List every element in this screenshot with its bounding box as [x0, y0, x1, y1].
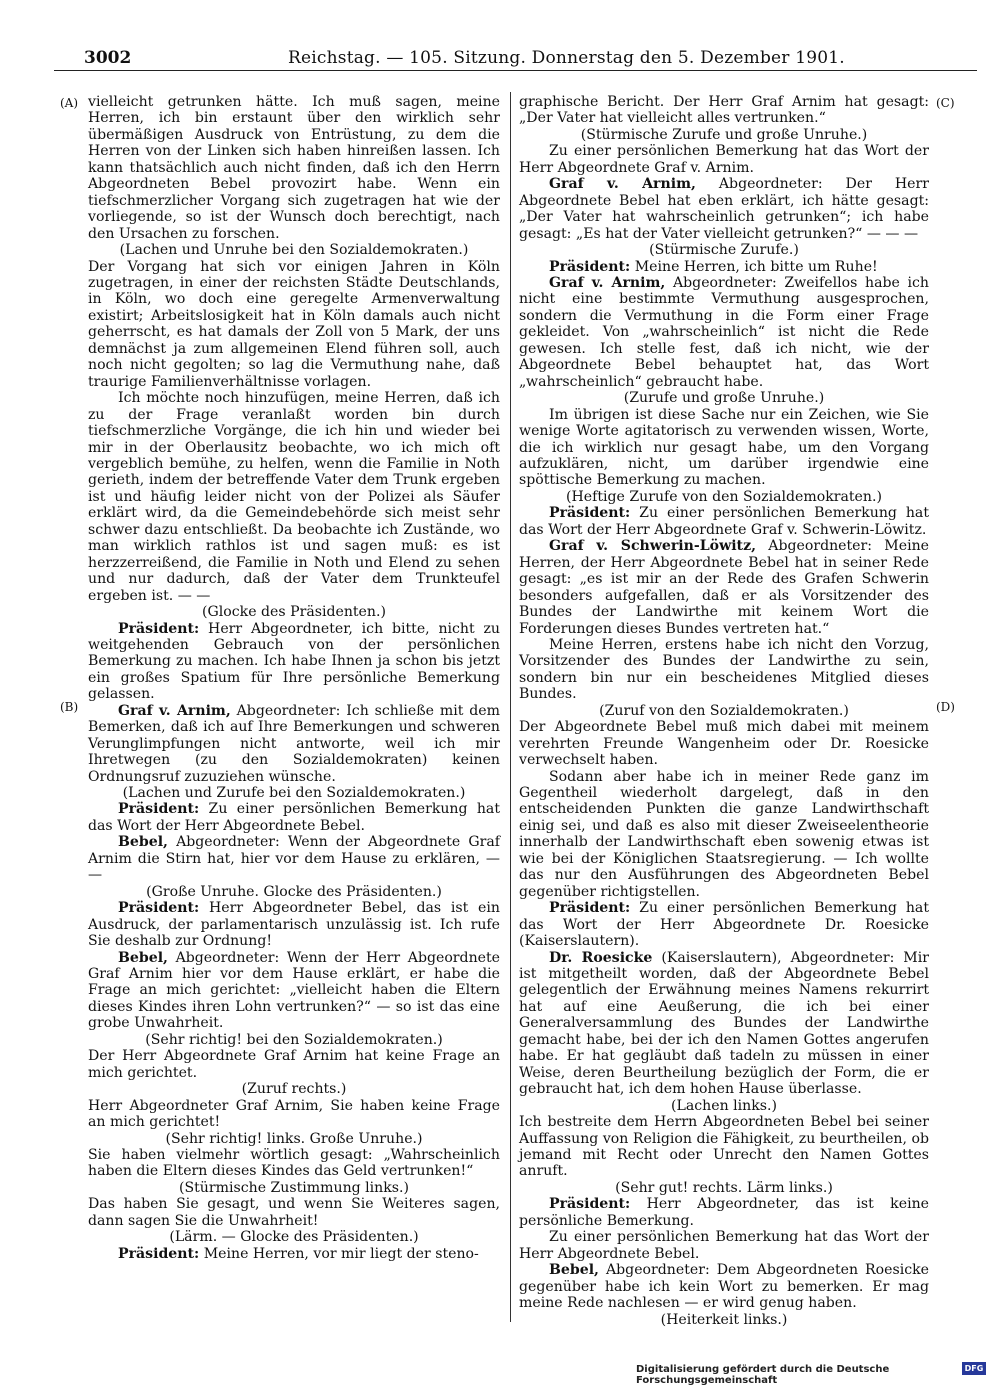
paragraph-text: Abgeordneter: Wenn der Abgeordnete Graf Arnim die Stirn hat, hier vor dem Hause zu erklären, — —	[88, 834, 500, 884]
speaker-name: Graf v. Schwerin-Löwitz,	[549, 538, 756, 555]
paragraph-text: Abgeordneter: Meine Herren, der Herr Abgeordnete Bebel hat in seiner Rede gesagt: „es ist mir an der Rede des Grafen Schwerin besonders aufgefallen, daß er als Vorsitzender des Bundes der Landwirthe mit keinem Wort die Forderungen dieses Bundes vertreten hat.“	[519, 538, 929, 637]
speaker-name: Bebel,	[118, 949, 168, 966]
paragraph	[519, 94, 929, 127]
paragraph-text: Der Abgeordnete Bebel muß mich dabei mit meinem verehrten Freunde Wangenheim oder Dr. Roesicke verwechselt haben.	[519, 719, 929, 769]
paragraph-text: (Zuruf rechts.)	[241, 1081, 347, 1098]
paragraph	[88, 801, 500, 834]
paragraph-text: Herr Abgeordneter, das ist keine persönliche Bemerkung.	[519, 1196, 929, 1229]
paragraph-text: Sodann aber habe ich in meiner Rede ganz im Gegentheil wiederholt dargelegt, daß in den entscheidenden Punkten die ganze Landwirthschaft einig sei, und daß es also mit dieser Zweiseelentheorie innerhalb der Landwirthschaft eben sowenig etwas ist wie bei der Königlichen Staatsregierung. — Ich wollte das nur den Ausführungen des Abgeordneten Bebel gegenüber richtigstellen.	[519, 768, 929, 900]
paragraph-text: Abgeordneter: Dem Abgeordneten Roesicke gegenüber habe ich kein Wort zu bemerken. Er mag meine Rede nachlesen — er wird genug haben.	[519, 1262, 929, 1312]
speaker-name: Präsident:	[118, 900, 200, 917]
paragraph	[88, 1048, 500, 1081]
paragraph-text: (Zuruf von den Sozialdemokraten.)	[599, 702, 849, 719]
speaker-name: Präsident:	[549, 258, 631, 275]
paragraph-text: Herr Abgeordneter Graf Arnim, Sie haben keine Frage an mich gerichtet!	[88, 1097, 500, 1131]
dfg-logo: DFG	[962, 1362, 986, 1375]
running-title: Reichstag. — 105. Sitzung. Donnerstag den 5. Dezember 1901.	[288, 48, 845, 68]
margin-mark-a: (A)	[60, 96, 79, 110]
paragraph-text: Zu einer persönlichen Bemerkung hat das Wort der Herr Abgeordnete Dr. Roesicke (Kaiserslautern).	[519, 900, 929, 950]
paragraph	[519, 259, 929, 275]
speaker-name: Präsident:	[549, 505, 631, 522]
paragraph-text: Ich möchte noch hinzufügen, meine Herren, daß ich zu der Frage veranlaßt worden bin durch tiefschmerzliche Vorgänge, die ich hin und wieder bei mir in der Oberlausitz beobachte, wo ich mich oft vergeblich bemühe, zu helfen, wenn die Familie in Noth gerieth, indem der betreffende Vater dem Trunk ergeben ist und häufig leider nicht von der Polizei als Säufer erklärt wird, da die Gemeindebehörde sich meist sehr schwer dazu entschließt. Da beobachte ich Zustände, wo man wirklich rathlos ist und sagen muß: es ist herzzerreißend, die Familie in Noth und Elend zu sehen und nur dadurch, daß der Vater dem Trunkteufel ergeben ist. — —	[88, 390, 500, 604]
paragraph	[519, 1229, 929, 1262]
paragraph-text: (Sehr richtig! links. Große Unruhe.)	[165, 1130, 423, 1147]
paragraph-text: Herr Abgeordneter, ich bitte, nicht zu weitgehenden Gebrauch von der persönlichen Bemerkung zu machen. Ich habe Ihnen ja schon bis jetzt ein großes Spatium für Ihre persönliche Bemerkung gelassen.	[88, 620, 500, 703]
paragraph-text: Zu einer persönlichen Bemerkung hat das Wort der Herr Abgeordnete Bebel.	[88, 801, 500, 834]
speaker-name: Präsident:	[118, 801, 200, 818]
paragraph	[519, 1114, 929, 1180]
paragraph-text: (Kaiserslautern), Abgeordneter: Mir ist mitgetheilt worden, daß der Abgeordnete Bebel gelegentlich der Erwähnung meines Namens rekurrirt hat auf eine Aeußerung, die ich bei einer Generalversammlung des Bundes der Landwirthe gemacht habe, bei der ich den Namen Gottes angerufen habe. Er hat gegläubt daß tadeln zu müssen in einer Weise, deren Beurtheilung bezüglich der Form, die er gebraucht hat, ich dem hohen Hause überlasse.	[519, 949, 929, 1098]
stage-direction	[88, 1131, 500, 1147]
stage-direction	[88, 785, 500, 801]
paragraph	[88, 950, 500, 1032]
paragraph-text: Meine Herren, ich bitte um Ruhe!	[630, 258, 878, 275]
margin-mark-b: (B)	[60, 700, 79, 714]
header-rule	[54, 70, 977, 71]
paragraph-text: Ich bestreite dem Herrn Abgeordneten Bebel bei seiner Auffassung von Religion die Fähigkeit, zu beurtheilen, ob jemand mit Recht oder Unrecht den Namen Gottes anruft.	[519, 1114, 929, 1180]
paragraph	[519, 719, 929, 768]
paragraph-text: graphische Bericht. Der Herr Graf Arnim hat gesagt: „Der Vater hat vielleicht alles vertrunken.“	[519, 94, 929, 127]
stage-direction	[519, 1098, 929, 1114]
speaker-name: Präsident:	[549, 1196, 631, 1213]
paragraph-text: (Lachen und Unruhe bei den Sozialdemokraten.)	[119, 242, 469, 259]
paragraph-text: Meine Herren, vor mir liegt der steno-	[199, 1245, 479, 1262]
paragraph-text: Abgeordneter: Ich schließe mit dem Bemerken, daß ich auf Ihre Bemerkungen und schweren Verunglimpfungen nicht antworte, weil ich mir Ihretwegen (zu den Sozialdemokraten) keinen Ordnungsruf zuzuziehen wünsche.	[88, 702, 500, 785]
stage-direction	[88, 1032, 500, 1048]
stage-direction	[88, 604, 500, 620]
paragraph-text: Sie haben vielmehr wörtlich gesagt: „Wahrscheinlich haben die Eltern dieses Kindes das Geld vertrunken!“	[88, 1147, 500, 1180]
right-column	[519, 94, 929, 1328]
paragraph-text: Abgeordneter: Zweifellos habe ich nicht eine bestimmte Vermuthung ausgesprochen, sondern die Vermuthung in die Form einer Frage gekleidet. Von „wahrscheinlich“ ist nicht die Rede gewesen. Ich stelle fest, daß ich nicht, wie der Abgeordnete Bebel behauptet hat, das Wort „wahrscheinlich“ gebraucht habe.	[519, 274, 930, 390]
paragraph-text: (Stürmische Zustimmung links.)	[178, 1179, 410, 1196]
page-header	[30, 48, 980, 72]
paragraph-text: (Stürmische Zurufe und große Unruhe.)	[580, 126, 868, 143]
margin-mark-c: (C)	[936, 96, 955, 110]
paragraph-text: (Große Unruhe. Glocke des Präsidenten.)	[146, 883, 442, 900]
speaker-name: Dr. Roesicke	[549, 949, 653, 966]
paragraph	[88, 900, 500, 949]
paragraph-text: Zu einer persönlichen Bemerkung hat das Wort der Herr Abgeordnete Graf v. Schwerin-Löwitz.	[519, 505, 929, 538]
paragraph	[519, 538, 929, 637]
stage-direction	[519, 703, 929, 719]
paragraph	[519, 176, 929, 242]
paragraph	[88, 621, 500, 703]
paragraph-text: Meine Herren, erstens habe ich nicht den Vorzug, Vorsitzender des Bundes der Landwirthe zu sein, sondern bin nur ein bescheidenes Mitglied dieses Bundes.	[519, 636, 929, 703]
speaker-name: Präsident:	[118, 620, 200, 637]
paragraph	[519, 275, 929, 390]
paragraph	[519, 1196, 929, 1229]
stage-direction	[88, 1229, 500, 1245]
stage-direction	[519, 390, 929, 406]
speaker-name: Graf v. Arnim,	[118, 702, 231, 719]
column-divider	[510, 92, 511, 1322]
paragraph-text: Abgeordneter: Wenn der Herr Abgeordnete Graf Arnim hier vor dem Hause erklärt, er habe die Frage an mich gerichtet: „vielleicht haben die Eltern dieses Kindes ihren Lohn vertrunken?“ — so ist das eine grobe Unwahrheit.	[88, 949, 500, 1032]
stage-direction	[88, 1081, 500, 1097]
paragraph-text: (Zurufe und große Unruhe.)	[623, 390, 825, 407]
paragraph	[519, 950, 929, 1098]
paragraph	[519, 1262, 929, 1311]
paragraph	[88, 390, 500, 604]
paragraph	[519, 505, 929, 538]
stage-direction	[519, 1180, 929, 1196]
stage-direction	[88, 1180, 500, 1196]
speaker-name: Graf v. Arnim,	[549, 176, 696, 193]
margin-mark-d: (D)	[936, 700, 955, 714]
paragraph-text: (Glocke des Präsidenten.)	[202, 604, 386, 621]
paragraph	[519, 900, 929, 949]
paragraph	[88, 1196, 500, 1229]
paragraph-text: (Lachen und Zurufe bei den Sozialdemokraten.)	[122, 785, 466, 802]
paragraph-text: Das haben Sie gesagt, und wenn Sie Weiteres sagen, dann sagen Sie die Unwahrheit!	[88, 1196, 500, 1229]
paragraph-text: (Stürmische Zurufe.)	[649, 242, 799, 259]
paragraph-text: Zu einer persönlichen Bemerkung hat das Wort der Herr Abgeordnete Graf v. Arnim.	[519, 143, 929, 176]
stage-direction	[519, 1312, 929, 1328]
stage-direction	[519, 127, 929, 143]
paragraph-text: (Heftige Zurufe von den Sozialdemokraten.)	[566, 488, 882, 505]
paragraph	[88, 1246, 500, 1262]
paragraph-text: Zu einer persönlichen Bemerkung hat das Wort der Herr Abgeordnete Bebel.	[519, 1229, 929, 1262]
paragraph-text: (Sehr richtig! bei den Sozialdemokraten.)	[145, 1031, 443, 1048]
paragraph-text: (Lachen links.)	[671, 1097, 777, 1114]
paragraph-text: Abgeordneter: Der Herr Abgeordnete Bebel hat eben erklärt, ich hätte gesagt: „Der Vater hat wahrscheinlich getrunken“; ich habe gesagt: „Es hat der Vater vielleicht getrunken?“ — — —	[519, 176, 929, 242]
paragraph	[519, 143, 929, 176]
stage-direction	[519, 242, 929, 258]
page-number: 3002	[84, 48, 132, 68]
stage-direction	[88, 242, 500, 258]
speaker-name: Präsident:	[549, 900, 631, 917]
speaker-name: Bebel,	[118, 834, 168, 851]
paragraph	[88, 834, 500, 883]
funding-note: Digitalisierung gefördert durch die Deutsche Forschungsgemeinschaft	[636, 1364, 890, 1386]
paragraph-text: (Heiterkeit links.)	[660, 1311, 788, 1328]
stage-direction	[519, 489, 929, 505]
paragraph-text: Der Herr Abgeordnete Graf Arnim hat keine Frage an mich gerichtet.	[88, 1048, 500, 1081]
speaker-name: Graf v. Arnim,	[549, 274, 666, 291]
paragraph-text: Im übrigen ist diese Sache nur ein Zeichen, wie Sie wenige Worte agitatorisch zu verwenden wissen, Worte, die ich wirklich nur gesagt habe, um den Vorgang aufzuklären, nicht, um darüber irgendwie eine spöttische Bemerkung zu machen.	[519, 406, 929, 489]
paragraph	[519, 769, 929, 901]
stage-direction	[88, 884, 500, 900]
paragraph	[88, 703, 500, 785]
paragraph-text: (Sehr gut! rechts. Lärm links.)	[615, 1179, 833, 1196]
left-column	[88, 94, 500, 1262]
paragraph	[88, 94, 500, 242]
paragraph-text: Herr Abgeordneter Bebel, das ist ein Ausdruck, der parlamentarisch unzulässig ist. Ich rufe Sie deshalb zur Ordnung!	[88, 900, 500, 950]
speaker-name: Bebel,	[549, 1262, 599, 1279]
paragraph-text: Der Vorgang hat sich vor einigen Jahren in Köln zugetragen, in einer der reichsten Städte Deutschlands, in Köln, wo doch eine geregelte Armenverwaltung existirt; Arbeitslosigkeit hat in Köln damals auch nicht geherrscht, es hat damals der Zoll von 5 Mark, der uns demnächst ja zum allgemeinen Elend führen soll, auch noch nicht gegolten; so lag die Vermuthung nahe, daß traurige Familienverhältnisse vorlagen.	[88, 258, 500, 390]
paragraph	[88, 1147, 500, 1180]
paragraph	[88, 1098, 500, 1131]
paragraph	[519, 637, 929, 703]
speaker-name: Präsident:	[118, 1245, 200, 1262]
paragraph-text: vielleicht getrunken hätte. Ich muß sagen, meine Herren, ich bin erstaunt über den wirklich sehr übermäßigen Ausdruck von Entrüstung, zu dem die Herren von der Linken sich haben hinreißen lassen. Ich kann thatsächlich auch nicht finden, daß ich den Herrn Abgeordneten Bebel provozirt habe. Wenn ein tiefschmerzlicher Vorgang sich zugetragen hat wie der vorliegende, so ist der Wunsch doch berechtigt, nach den Ursachen zu forschen.	[88, 94, 500, 242]
paragraph-text: (Lärm. — Glocke des Präsidenten.)	[169, 1229, 419, 1246]
paragraph	[88, 259, 500, 391]
paragraph	[519, 407, 929, 489]
